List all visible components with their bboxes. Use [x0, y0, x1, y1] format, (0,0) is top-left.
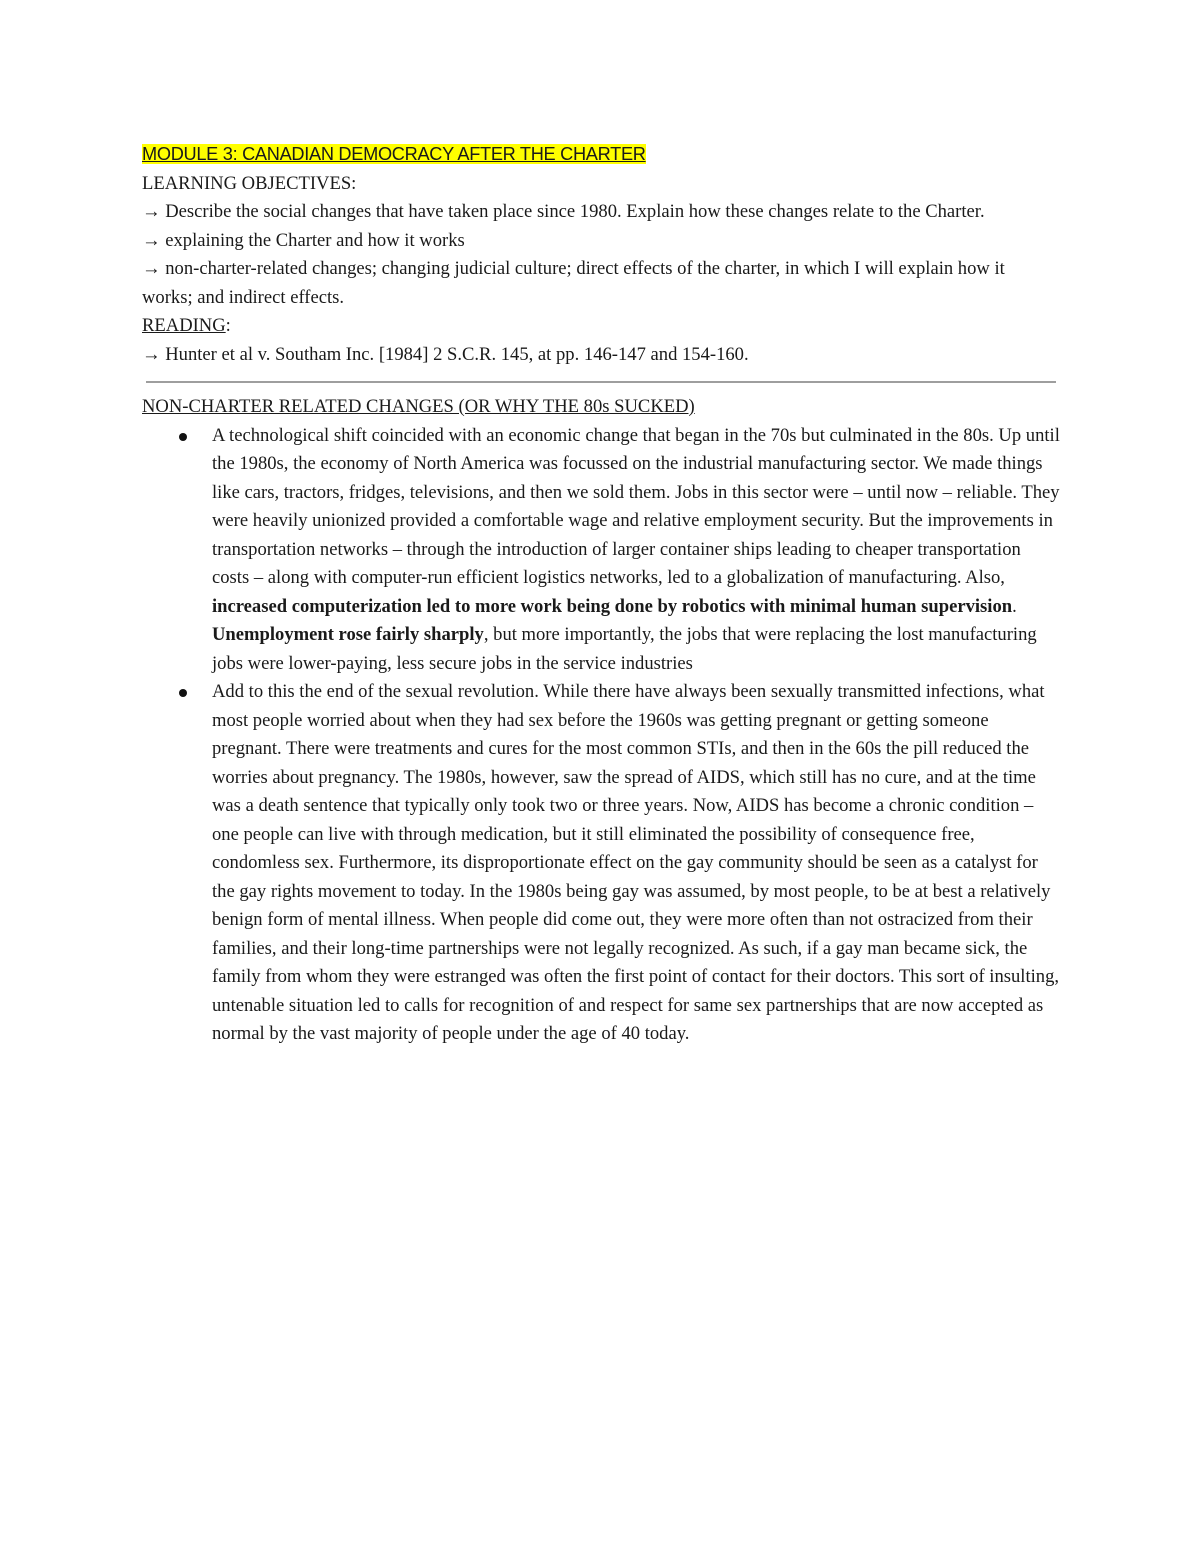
title-line	[142, 140, 1062, 170]
bullet-dot-icon	[179, 433, 187, 441]
reading-item: → Hunter et al v. Southam Inc. [1984] 2 S.C.R. 145, at pp. 146-147 and 154-160.	[142, 343, 749, 365]
reading-heading-line	[142, 312, 1062, 341]
horizontal-divider	[146, 381, 1056, 383]
objective-item: → non-charter-related changes; changing judicial culture; direct effects of the charter, in which I will explain how it works; and indirect effects.	[142, 258, 1005, 308]
bullet-list	[142, 422, 1062, 1049]
objective-item: → explaining the Charter and how it works	[142, 229, 465, 251]
objectives-heading: LEARNING OBJECTIVES:	[142, 172, 357, 194]
bullet-item	[142, 422, 1060, 679]
bullet-item	[142, 678, 1060, 1049]
module-title: MODULE 3: CANADIAN DEMOCRACY AFTER THE CHARTER	[142, 144, 646, 164]
bullet-dot-icon	[179, 689, 187, 697]
document-page	[142, 140, 1062, 1049]
section-heading: NON-CHARTER RELATED CHANGES (OR WHY THE 80s SUCKED)	[142, 396, 695, 417]
reading-heading: READING	[142, 315, 226, 336]
bullet-text: A technological shift coincided with an economic change that began in the 70s but culminated in the 80s. Up until the 1980s, the economy of North America was focussed on the industrial manufacturing sector. We made things like cars, tractors, fridges, televisions, and then we sold them. Jobs in this sector were – until now – reliable. They were heavily unionized provided a comfortable wage and relative employment security. But the improvements in transportation networks – through the introduction of larger container ships leading to cheaper transportation costs – along with computer-run efficient logistics networks, led to a globalization of manufacturing. Also,	[212, 424, 1060, 588]
bold-phrase: Unemployment rose fairly sharply	[212, 624, 484, 645]
bold-phrase: increased computerization led to more work being done by robotics with minimal human supervision	[212, 595, 1013, 617]
reading-colon: :	[225, 315, 231, 336]
objective-item: → Describe the social changes that have taken place since 1980. Explain how these changes relate to the Charter.	[142, 201, 985, 222]
bullet-text: , but more importantly, the jobs that were replacing the lost manufacturing jobs were lower-paying, less secure jobs in the service industries	[212, 624, 1037, 674]
bullet-text: .	[1012, 595, 1017, 617]
bullet-text: Add to this the end of the sexual revolution. While there have always been sexually transmitted infections, what most people worried about when they had sex before the 1960s was getting pregnant or getting someone pregnant. There were treatments and cures for the most common STIs, and then in the 60s the pill reduced the worries about pregnancy. The 1980s, however, saw the spread of AIDS, which still has no cure, and at the time was a death sentence that typically only took two or three years. Now, AIDS has become a chronic condition – one people can live with through medication, but it still eliminated the possibility of consequence free, condomless sex. Furthermore, its disproportionate effect on the gay community should be seen as a catalyst for the gay rights movement to today. In the 1980s being gay was assumed, by most people, to be at best a relatively benign form of mental illness. When people did come out, they were more often than not ostracized from their families, and their long-time partnerships were not legally recognized. As such, if a gay man became sick, the family from whom they were estranged was often the first point of contact for their doctors. This sort of insulting, untenable situation led to calls for recognition of and respect for same sex partnerships that are now accepted as normal by the vast majority of people under the age of 40 today.	[212, 681, 1060, 1044]
